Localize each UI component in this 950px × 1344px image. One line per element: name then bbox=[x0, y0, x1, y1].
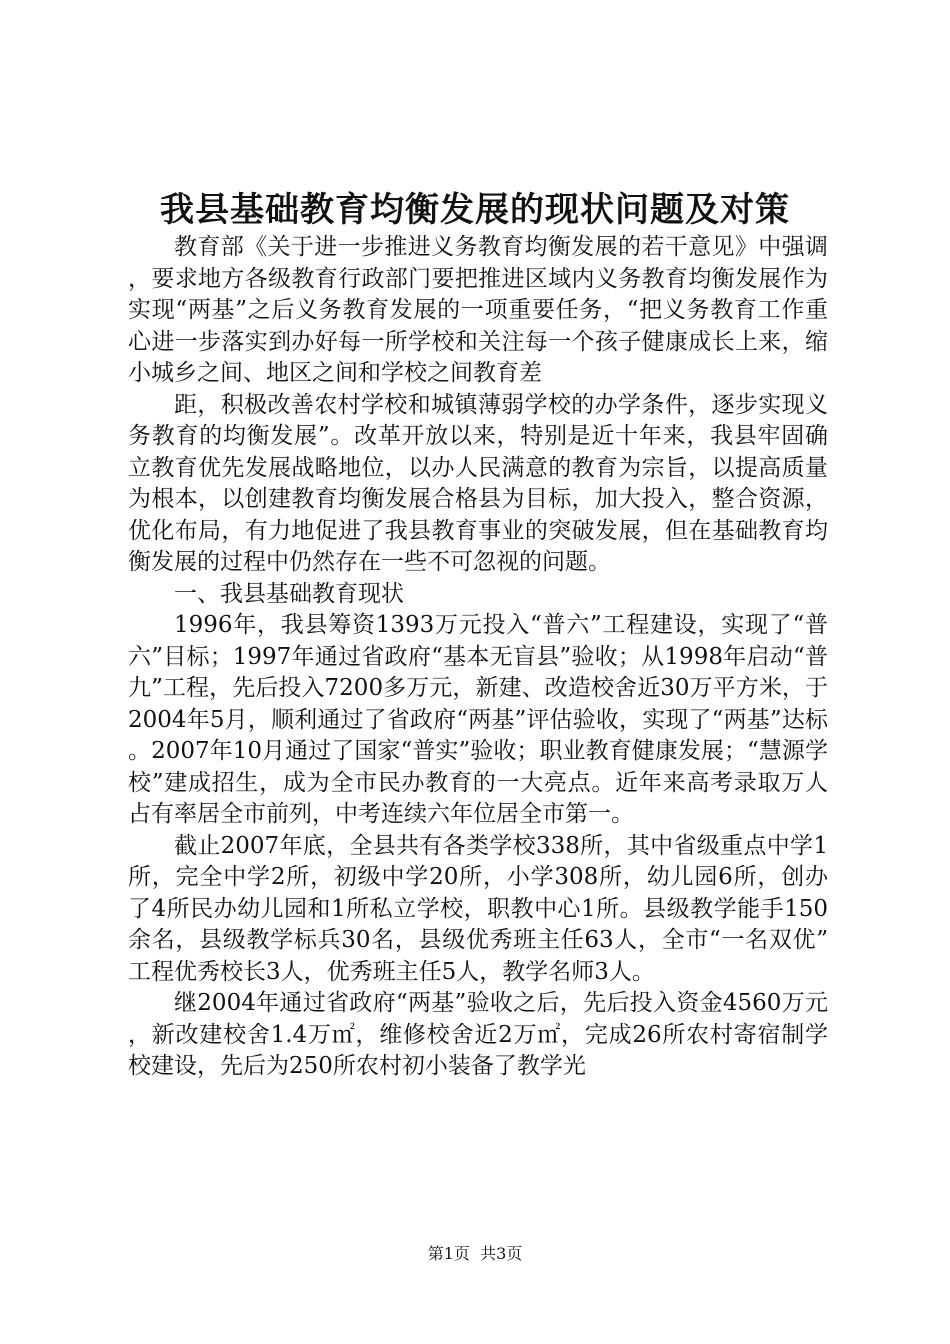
document-title: 我县基础教育均衡发展的现状问题及对策 bbox=[160, 190, 790, 230]
paragraph-history: 1996年，我县筹资1393万元投入“普六”工程建设，实现了“普六”目标；1997年通过省政府“基本无盲县”验收；从1998年启动“普九”工程，先后投入7200多万元，新建、改造校舍近30万平方米，于2004年5月，顺利通过了省政府“两基”评估验收，实现了“两基”达标。2007年10月通过了国家“普实”验收；职业教育健康发展；“慧源学校”建成招生，成为全市民办教育的一大亮点。近年来高考录取万人占有率居全市前列，中考连续六年位居全市第一。 bbox=[128, 612, 828, 827]
paragraph-investment: 继2004年通过省政府“两基”验收之后，先后投入资金4560万元，新改建校舍1.4万㎡，维修校舍近2万㎡，完成26所农村寄宿制学校建设，先后为250所农村初小装备了教学光 bbox=[128, 990, 828, 1079]
page-footer: 第1页 共3页 bbox=[427, 1244, 523, 1263]
paragraph-statistics: 截止2007年底，全县共有各类学校338所，其中省级重点中学1所，完全中学2所，初级中学20所，小学308所，幼儿园6所，创办了4所民办幼儿园和1所私立学校，职教中心1所。县级教学能手150余名，县级教学标兵30名，县级优秀班主任63人，全市“一名双优”工程优秀校长3人，优秀班主任5人，教学名师3人。 bbox=[128, 832, 828, 985]
paragraph-continued: 距，积极改善农村学校和城镇薄弱学校的办学条件，逐步实现义务教育的均衡发展”。改革开放以来，特别是近十年来，我县牢固确立教育优先发展战略地位，以办人民满意的教育为宗旨，以提高质量为根本，以创建教育均衡发展合格县为目标，加大投入，整合资源，优化布局，有力地促进了我县教育事业的突破发展，但在基础教育均衡发展的过程中仍然存在一些不可忽视的问题。 bbox=[128, 391, 828, 575]
document-body bbox=[128, 232, 828, 1083]
section-heading: 一、我县基础教育现状 bbox=[174, 580, 404, 607]
paragraph-intro: 教育部《关于进一步推进义务教育均衡发展的若干意见》中强调，要求地方各级教育行政部门要把推进区域内义务教育均衡发展作为实现“两基”之后义务教育发展的一项重要任务，“把义务教育工作重心进一步落实到办好每一所学校和关注每一个孩子健康成长上来，缩小城乡之间、地区之间和学校之间教育差 bbox=[128, 234, 828, 386]
